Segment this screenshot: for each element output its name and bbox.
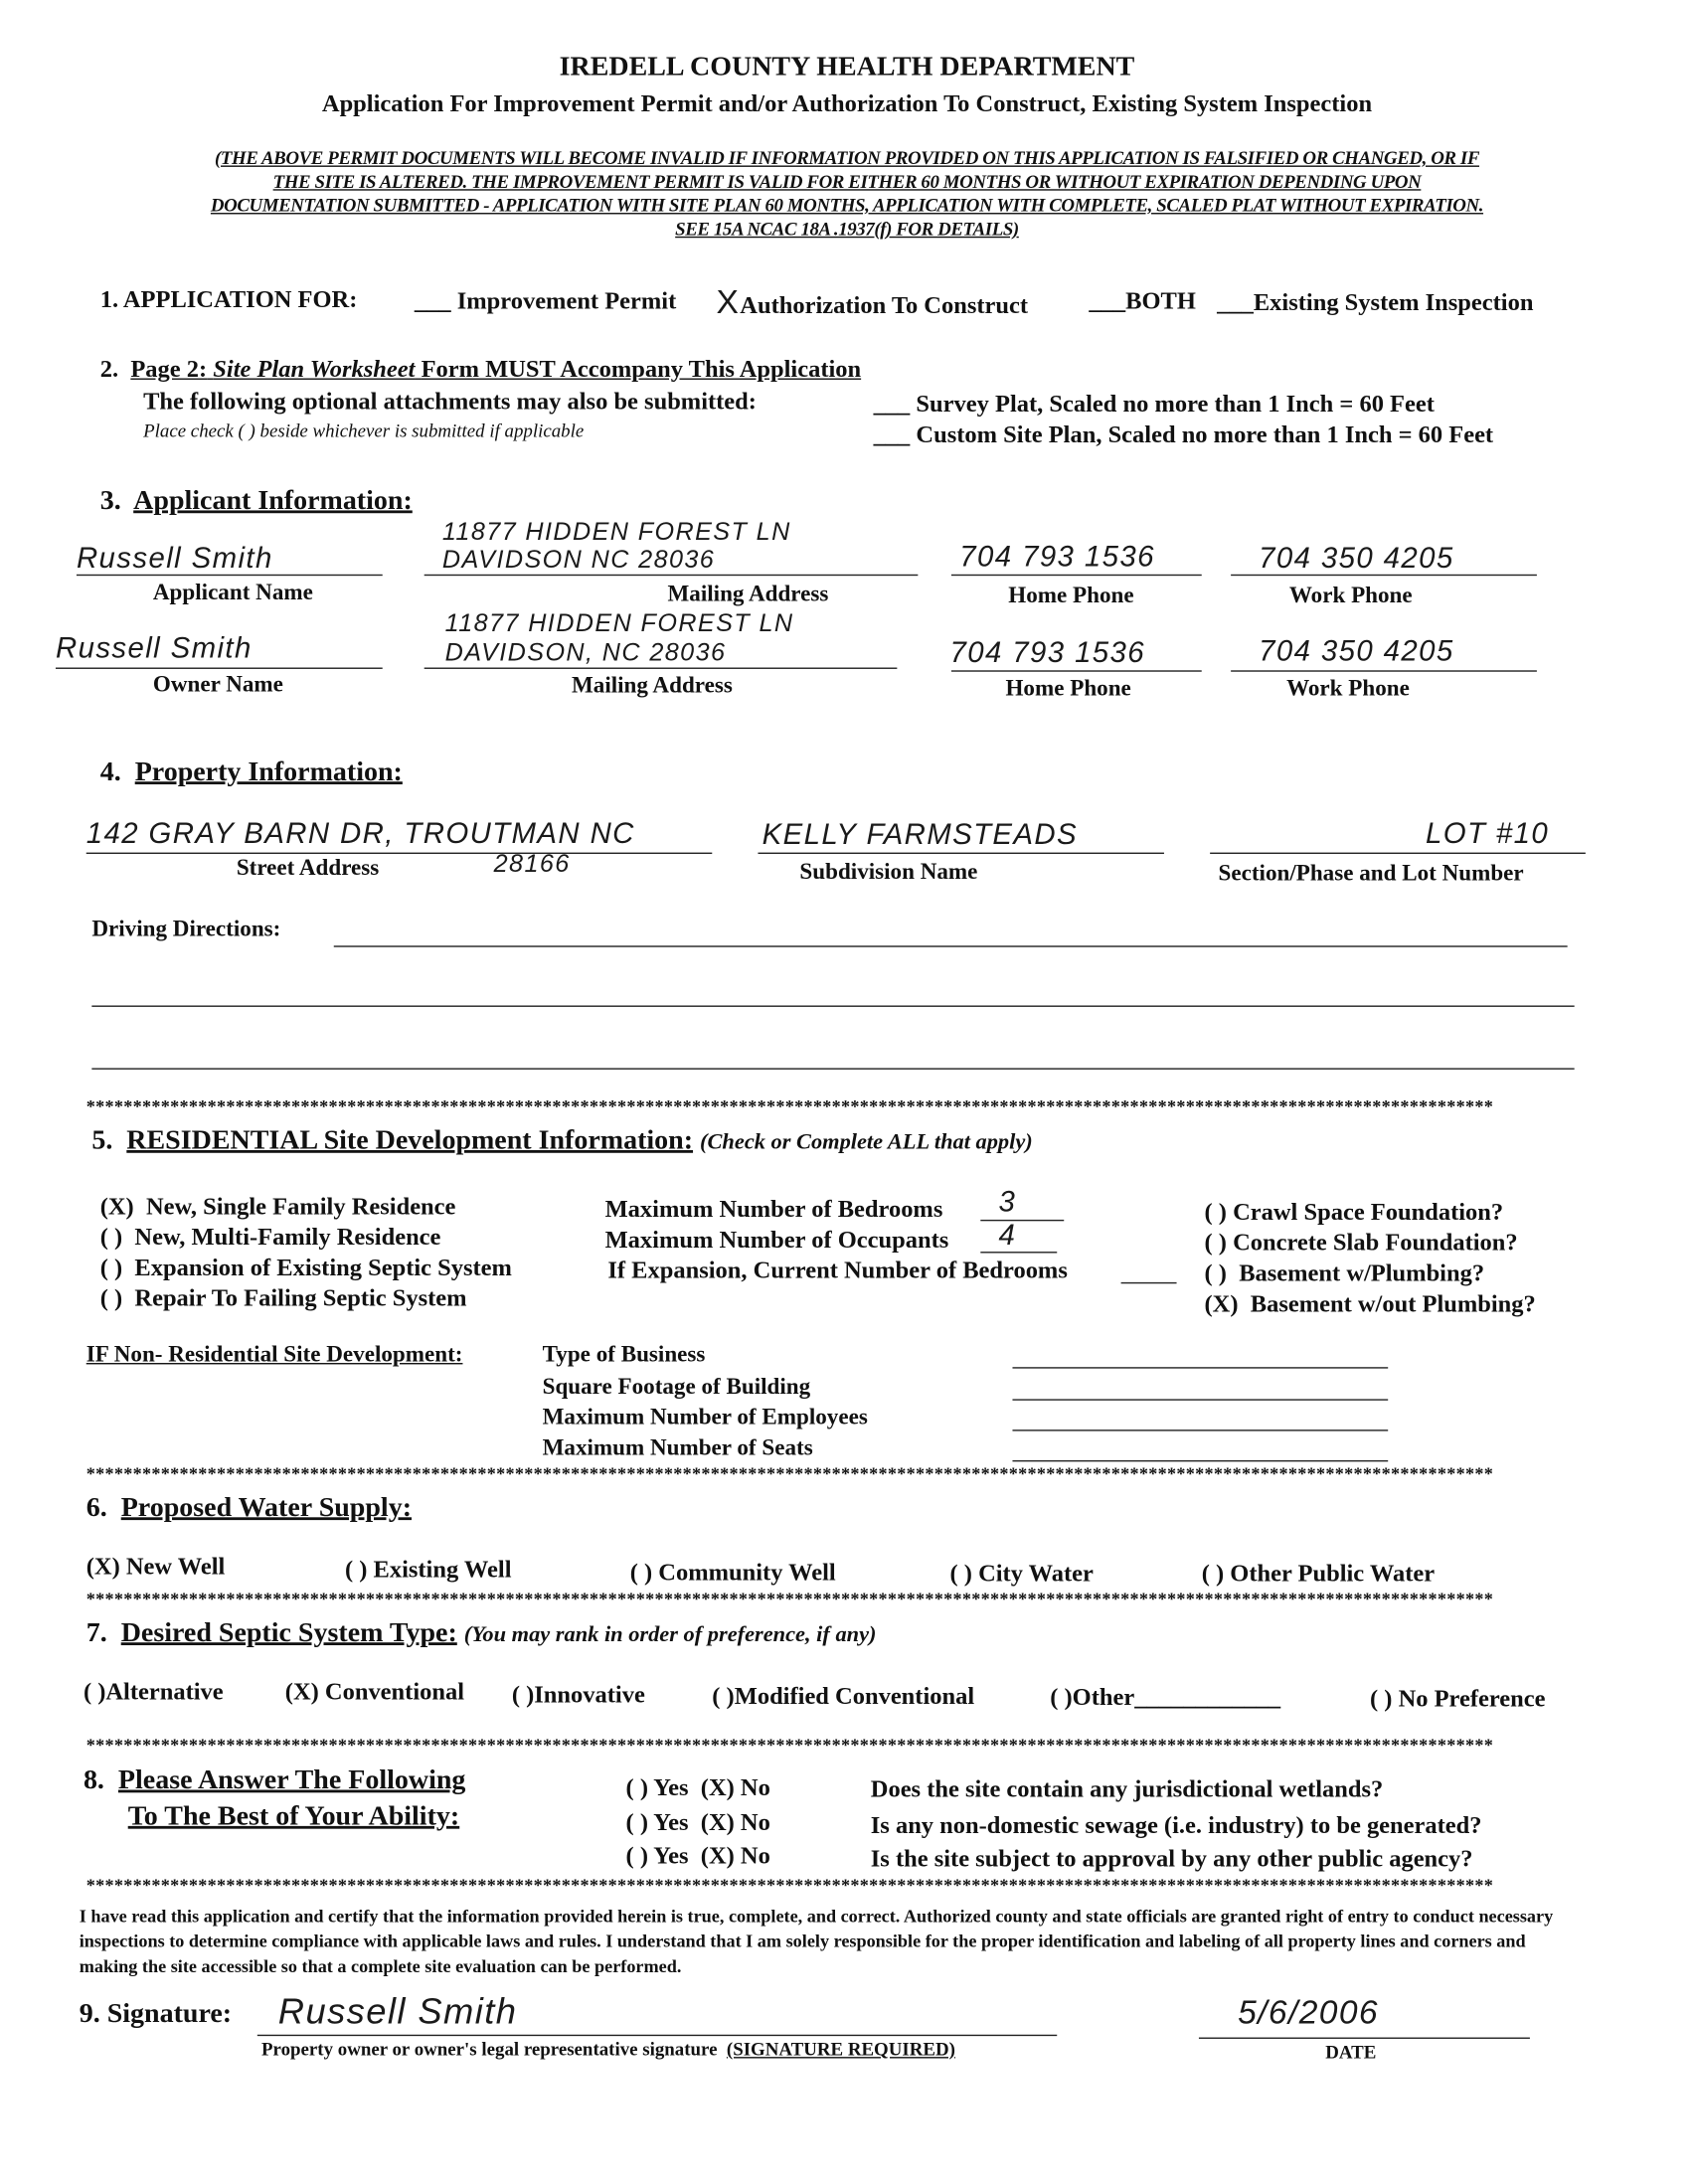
owner-work-phone-label: Work Phone xyxy=(1286,674,1410,702)
form-subtitle: Application For Improvement Permit and/or Authorization To Construct, Existing System Inspection xyxy=(321,88,1373,117)
option-label: New, Single Family Residence xyxy=(145,1191,456,1220)
yes-option[interactable]: ( ) Yes xyxy=(625,1772,689,1801)
option-label: Concrete Slab Foundation? xyxy=(1233,1228,1518,1257)
checkbox-mark: ( ) xyxy=(1204,1197,1227,1226)
seats-label: Maximum Number of Seats xyxy=(542,1433,813,1460)
applicant-name-label: Applicant Name xyxy=(152,578,313,605)
checkbox-mark: ( ) xyxy=(629,1557,653,1586)
option-community-well[interactable] xyxy=(630,1558,836,1587)
question-sewage: Is any non-domestic sewage (i.e. industry) to be generated? xyxy=(870,1810,1482,1839)
option-single-family[interactable] xyxy=(100,1192,456,1221)
option-no-preference[interactable] xyxy=(1370,1684,1546,1713)
square-footage-label: Square Footage of Building xyxy=(542,1372,811,1400)
checkbox-mark: (X) xyxy=(99,1191,134,1220)
option-other[interactable] xyxy=(1050,1683,1280,1712)
section-8-heading xyxy=(84,1764,465,1796)
separator: ******************************************************************************************************************************************************* xyxy=(85,1734,1494,1756)
section-3-heading xyxy=(100,485,413,517)
owner-name-value[interactable]: Russell Smith xyxy=(55,632,253,665)
checkbox-mark: ( ) xyxy=(1204,1228,1227,1257)
checkbox-mark: ( ) xyxy=(511,1679,535,1708)
section-number: 6. xyxy=(85,1492,107,1523)
driving-directions-input[interactable] xyxy=(337,918,1568,945)
place-check-note: Place check ( ) beside whichever is submitted if applicable xyxy=(143,420,585,441)
applicant-home-phone-label: Home Phone xyxy=(1008,581,1134,608)
heading-text: Proposed Water Supply: xyxy=(120,1492,413,1523)
lot-value[interactable]: LOT #10 xyxy=(1425,817,1550,850)
no-option[interactable]: (X) No xyxy=(700,1841,770,1870)
option-conventional[interactable] xyxy=(285,1677,464,1706)
driving-directions-label: Driving Directions: xyxy=(91,915,281,942)
section-number: 7. xyxy=(85,1617,107,1648)
section-7-heading xyxy=(86,1617,877,1649)
section-2-heading xyxy=(100,355,861,384)
lot-label: Section/Phase and Lot Number xyxy=(1218,859,1524,887)
bedrooms-label: Maximum Number of Bedrooms xyxy=(604,1194,943,1223)
checkbox-mark: ( ) xyxy=(1201,1559,1225,1588)
square-footage-input[interactable] xyxy=(1012,1399,1388,1400)
seats-input[interactable] xyxy=(1012,1460,1388,1461)
applicant-mailing-label: Mailing Address xyxy=(667,580,829,606)
option-label: City Water xyxy=(978,1559,1094,1588)
option-label: Crawl Space Foundation? xyxy=(1233,1197,1504,1226)
expansion-bedrooms-label: If Expansion, Current Number of Bedrooms xyxy=(607,1256,1068,1284)
checkbox-mark: (X) xyxy=(1204,1288,1239,1317)
signature-caption xyxy=(261,2039,955,2061)
checkbox-mark: ___ xyxy=(414,286,451,315)
date-label: DATE xyxy=(1325,2041,1377,2063)
option-both[interactable] xyxy=(1089,286,1195,315)
street-address-value[interactable]: 142 GRAY BARN DR, TROUTMAN NC xyxy=(85,817,635,850)
option-label: Existing Well xyxy=(373,1555,512,1584)
option-innovative[interactable] xyxy=(512,1680,645,1709)
option-label: Improvement Permit xyxy=(456,286,677,315)
employees-label: Maximum Number of Employees xyxy=(542,1403,868,1430)
employees-input[interactable] xyxy=(1012,1429,1388,1430)
option-label: New Well xyxy=(125,1552,226,1581)
question-1-answer[interactable] xyxy=(626,1773,770,1802)
owner-work-phone[interactable]: 704 350 4205 xyxy=(1259,635,1454,668)
owner-address-line1[interactable]: 11877 HIDDEN FOREST LN xyxy=(444,608,794,637)
checkbox-mark: ( ) xyxy=(344,1555,368,1584)
section-number: 3. xyxy=(99,485,121,517)
business-type-input[interactable] xyxy=(1012,1367,1388,1368)
checkbox-mark: ( ) xyxy=(1204,1259,1227,1287)
option-label: Authorization To Construct xyxy=(740,290,1029,319)
no-option[interactable]: (X) No xyxy=(700,1807,770,1836)
business-type-label: Type of Business xyxy=(542,1340,706,1368)
certification-text: I have read this application and certify that the information provided herein is true, complete, and correct. Authorized county and state officials are granted right of entry to conduct necessary inspections to determine compliance with applicable laws and rules. I understand that I am solely responsible for the proper identification and labeling of all property lines and corners and making the site accessible so that a complete site evaluation can be performed. xyxy=(79,1905,1554,1976)
option-modified-conventional[interactable] xyxy=(712,1681,974,1710)
option-label: Existing System Inspection xyxy=(1253,287,1534,316)
yes-option[interactable]: ( ) Yes xyxy=(625,1807,689,1836)
heading-text: Desired Septic System Type: xyxy=(120,1617,457,1648)
option-basement-no-plumbing[interactable] xyxy=(1205,1289,1536,1318)
option-new-well[interactable] xyxy=(86,1552,226,1581)
owner-address-line2[interactable]: DAVIDSON, NC 28036 xyxy=(444,638,727,667)
worksheet-name: Site Plan Worksheet xyxy=(213,354,416,383)
option-label: No Preference xyxy=(1398,1684,1546,1713)
section-number: 5. xyxy=(91,1124,113,1156)
heading-text: RESIDENTIAL Site Development Information: xyxy=(126,1124,694,1156)
question-agency: Is the site subject to approval by any other public agency? xyxy=(870,1844,1473,1873)
signature-required: (SIGNATURE REQUIRED) xyxy=(726,2038,955,2060)
checkbox-mark: ( ) xyxy=(712,1681,735,1710)
section-5-heading xyxy=(91,1125,1032,1157)
checkbox-mark: ( ) xyxy=(99,1253,123,1281)
applicant-address-line2[interactable]: DAVIDSON NC 28036 xyxy=(441,545,716,574)
option-alternative[interactable] xyxy=(84,1677,224,1706)
applicant-name-value[interactable]: Russell Smith xyxy=(76,542,273,575)
option-custom-site-plan[interactable]: ___ Custom Site Plan, Scaled no more than 1 Inch = 60 Feet xyxy=(873,420,1494,448)
option-authorization-to-construct[interactable] xyxy=(716,283,1029,322)
question-2-answer[interactable] xyxy=(626,1808,770,1837)
checkbox-mark: ( ) xyxy=(1050,1682,1073,1711)
zip-value[interactable]: 28166 xyxy=(493,849,571,878)
applicant-work-phone[interactable]: 704 350 4205 xyxy=(1259,542,1454,575)
section-note: (You may rank in order of preference, if any) xyxy=(463,1622,877,1647)
section-6-heading xyxy=(86,1492,412,1524)
applicant-address-line1[interactable]: 11877 HIDDEN FOREST LN xyxy=(441,517,791,546)
bedrooms-value[interactable]: 3 xyxy=(998,1186,1017,1219)
option-label: New, Multi-Family Residence xyxy=(134,1222,441,1251)
option-concrete-slab[interactable] xyxy=(1205,1228,1518,1257)
option-label: Alternative xyxy=(105,1677,224,1706)
option-label: Basement w/Plumbing? xyxy=(1239,1259,1485,1287)
optional-attachments-text: The following optional attachments may also be submitted: xyxy=(143,386,757,415)
no-option[interactable]: (X) No xyxy=(700,1772,770,1801)
checkbox-mark: ( ) xyxy=(99,1283,123,1312)
occupants-label: Maximum Number of Occupants xyxy=(604,1225,949,1254)
checkbox-mark: ( ) xyxy=(99,1222,123,1251)
requirement-text: Form MUST Accompany This Application xyxy=(421,354,862,383)
question-wetlands: Does the site contain any jurisdictional wetlands? xyxy=(870,1774,1384,1803)
question-3-answer[interactable] xyxy=(626,1841,770,1870)
separator: ******************************************************************************************************************************************************* xyxy=(85,1588,1494,1609)
owner-home-phone[interactable]: 704 793 1536 xyxy=(949,636,1146,669)
street-address-label: Street Address xyxy=(236,853,380,881)
option-other-public-water[interactable] xyxy=(1202,1559,1435,1588)
option-label: Modified Conventional xyxy=(734,1681,975,1710)
checkbox-mark: ( ) xyxy=(83,1677,106,1706)
option-expansion[interactable] xyxy=(100,1253,512,1281)
option-label: Innovative xyxy=(534,1679,645,1708)
disclaimer-line: DOCUMENTATION SUBMITTED - APPLICATION WITH SITE PLAN 60 MONTHS, APPLICATION WITH COMPLETE, SCALED PLAT WITHOUT EXPIRATION. xyxy=(210,194,1484,216)
option-existing-system-inspection[interactable] xyxy=(1217,288,1533,317)
section-number: 2. xyxy=(99,354,119,383)
option-improvement-permit[interactable] xyxy=(415,286,676,315)
signature-label: 9. Signature: xyxy=(79,1998,233,2030)
option-label: BOTH xyxy=(1125,286,1196,315)
yes-option[interactable]: ( ) Yes xyxy=(625,1841,689,1870)
date-value[interactable]: 5/6/2006 xyxy=(1238,1994,1379,2032)
heading-text: Please Answer The Following xyxy=(117,1764,466,1796)
disclaimer-line: THE SITE IS ALTERED. THE IMPROVEMENT PERMIT IS VALID FOR EITHER 60 MONTHS OR WITHOUT EXPIRATION DEPENDING UPON xyxy=(272,171,1422,193)
disclaimer-line: SEE 15A NCAC 18A .1937(f) FOR DETAILS) xyxy=(675,218,1019,240)
option-label: Other____________ xyxy=(1072,1682,1281,1711)
separator: ******************************************************************************************************************************************************* xyxy=(85,1874,1494,1896)
checkbox-mark: ___ xyxy=(1217,287,1254,316)
option-label: Expansion of Existing Septic System xyxy=(134,1253,512,1281)
option-survey-plat[interactable]: ___ Survey Plat, Scaled no more than 1 Inch = 60 Feet xyxy=(873,389,1435,418)
option-label: Basement w/out Plumbing? xyxy=(1250,1288,1536,1317)
subdivision-label: Subdivision Name xyxy=(799,858,978,885)
separator: ******************************************************************************************************************************************************* xyxy=(85,1462,1494,1484)
section-number: 4. xyxy=(99,756,121,787)
checkbox-mark: ( ) xyxy=(949,1559,972,1588)
option-label: Community Well xyxy=(658,1557,836,1586)
checkbox-mark: ( ) xyxy=(1370,1684,1393,1713)
owner-name-label: Owner Name xyxy=(152,670,283,697)
section-number: 8. xyxy=(83,1764,104,1796)
page-ref: Page 2: xyxy=(130,354,208,383)
signature-value[interactable]: Russell Smith xyxy=(277,1989,518,2032)
non-residential-label: IF Non- Residential Site Development: xyxy=(85,1340,463,1368)
form-title: IREDELL COUNTY HEALTH DEPARTMENT xyxy=(559,51,1135,83)
owner-mailing-label: Mailing Address xyxy=(571,671,733,699)
occupants-value[interactable]: 4 xyxy=(998,1219,1017,1253)
option-crawl-space[interactable] xyxy=(1205,1198,1504,1227)
option-existing-well[interactable] xyxy=(345,1555,512,1584)
separator: ******************************************************************************************************************************************************* xyxy=(85,1095,1494,1117)
section-4-heading xyxy=(100,756,403,788)
subdivision-value[interactable]: KELLY FARMSTEADS xyxy=(762,819,1079,852)
expansion-bedrooms-input[interactable] xyxy=(1121,1282,1177,1283)
caption-text: Property owner or owner's legal representative signature xyxy=(261,2038,718,2060)
applicant-work-phone-label: Work Phone xyxy=(1288,581,1413,608)
applicant-home-phone[interactable]: 704 793 1536 xyxy=(959,541,1155,574)
option-basement-plumbing[interactable] xyxy=(1205,1259,1485,1287)
owner-home-phone-label: Home Phone xyxy=(1005,674,1131,702)
heading-text: Property Information: xyxy=(134,756,403,787)
option-multi-family[interactable] xyxy=(100,1223,441,1252)
checkbox-mark: ___ xyxy=(1089,286,1126,315)
option-label: Conventional xyxy=(324,1677,465,1706)
option-label: Other Public Water xyxy=(1230,1559,1436,1588)
option-city-water[interactable] xyxy=(950,1559,1094,1588)
checkbox-mark: X xyxy=(716,283,741,322)
checkbox-mark: (X) xyxy=(284,1677,319,1706)
disclaimer-line: (THE ABOVE PERMIT DOCUMENTS WILL BECOME INVALID IF INFORMATION PROVIDED ON THIS APPLICATION IS FALSIFIED OR CHANGED, OR IF xyxy=(214,147,1480,169)
section-1-label: 1. APPLICATION FOR: xyxy=(99,284,358,313)
section-note: (Check or Complete ALL that apply) xyxy=(700,1130,1033,1155)
option-repair[interactable] xyxy=(100,1283,467,1312)
checkbox-mark: (X) xyxy=(85,1552,120,1581)
section-8-heading-line2: To The Best of Your Ability: xyxy=(127,1800,460,1832)
heading-text: Applicant Information: xyxy=(133,485,413,517)
option-label: Repair To Failing Septic System xyxy=(134,1283,467,1312)
